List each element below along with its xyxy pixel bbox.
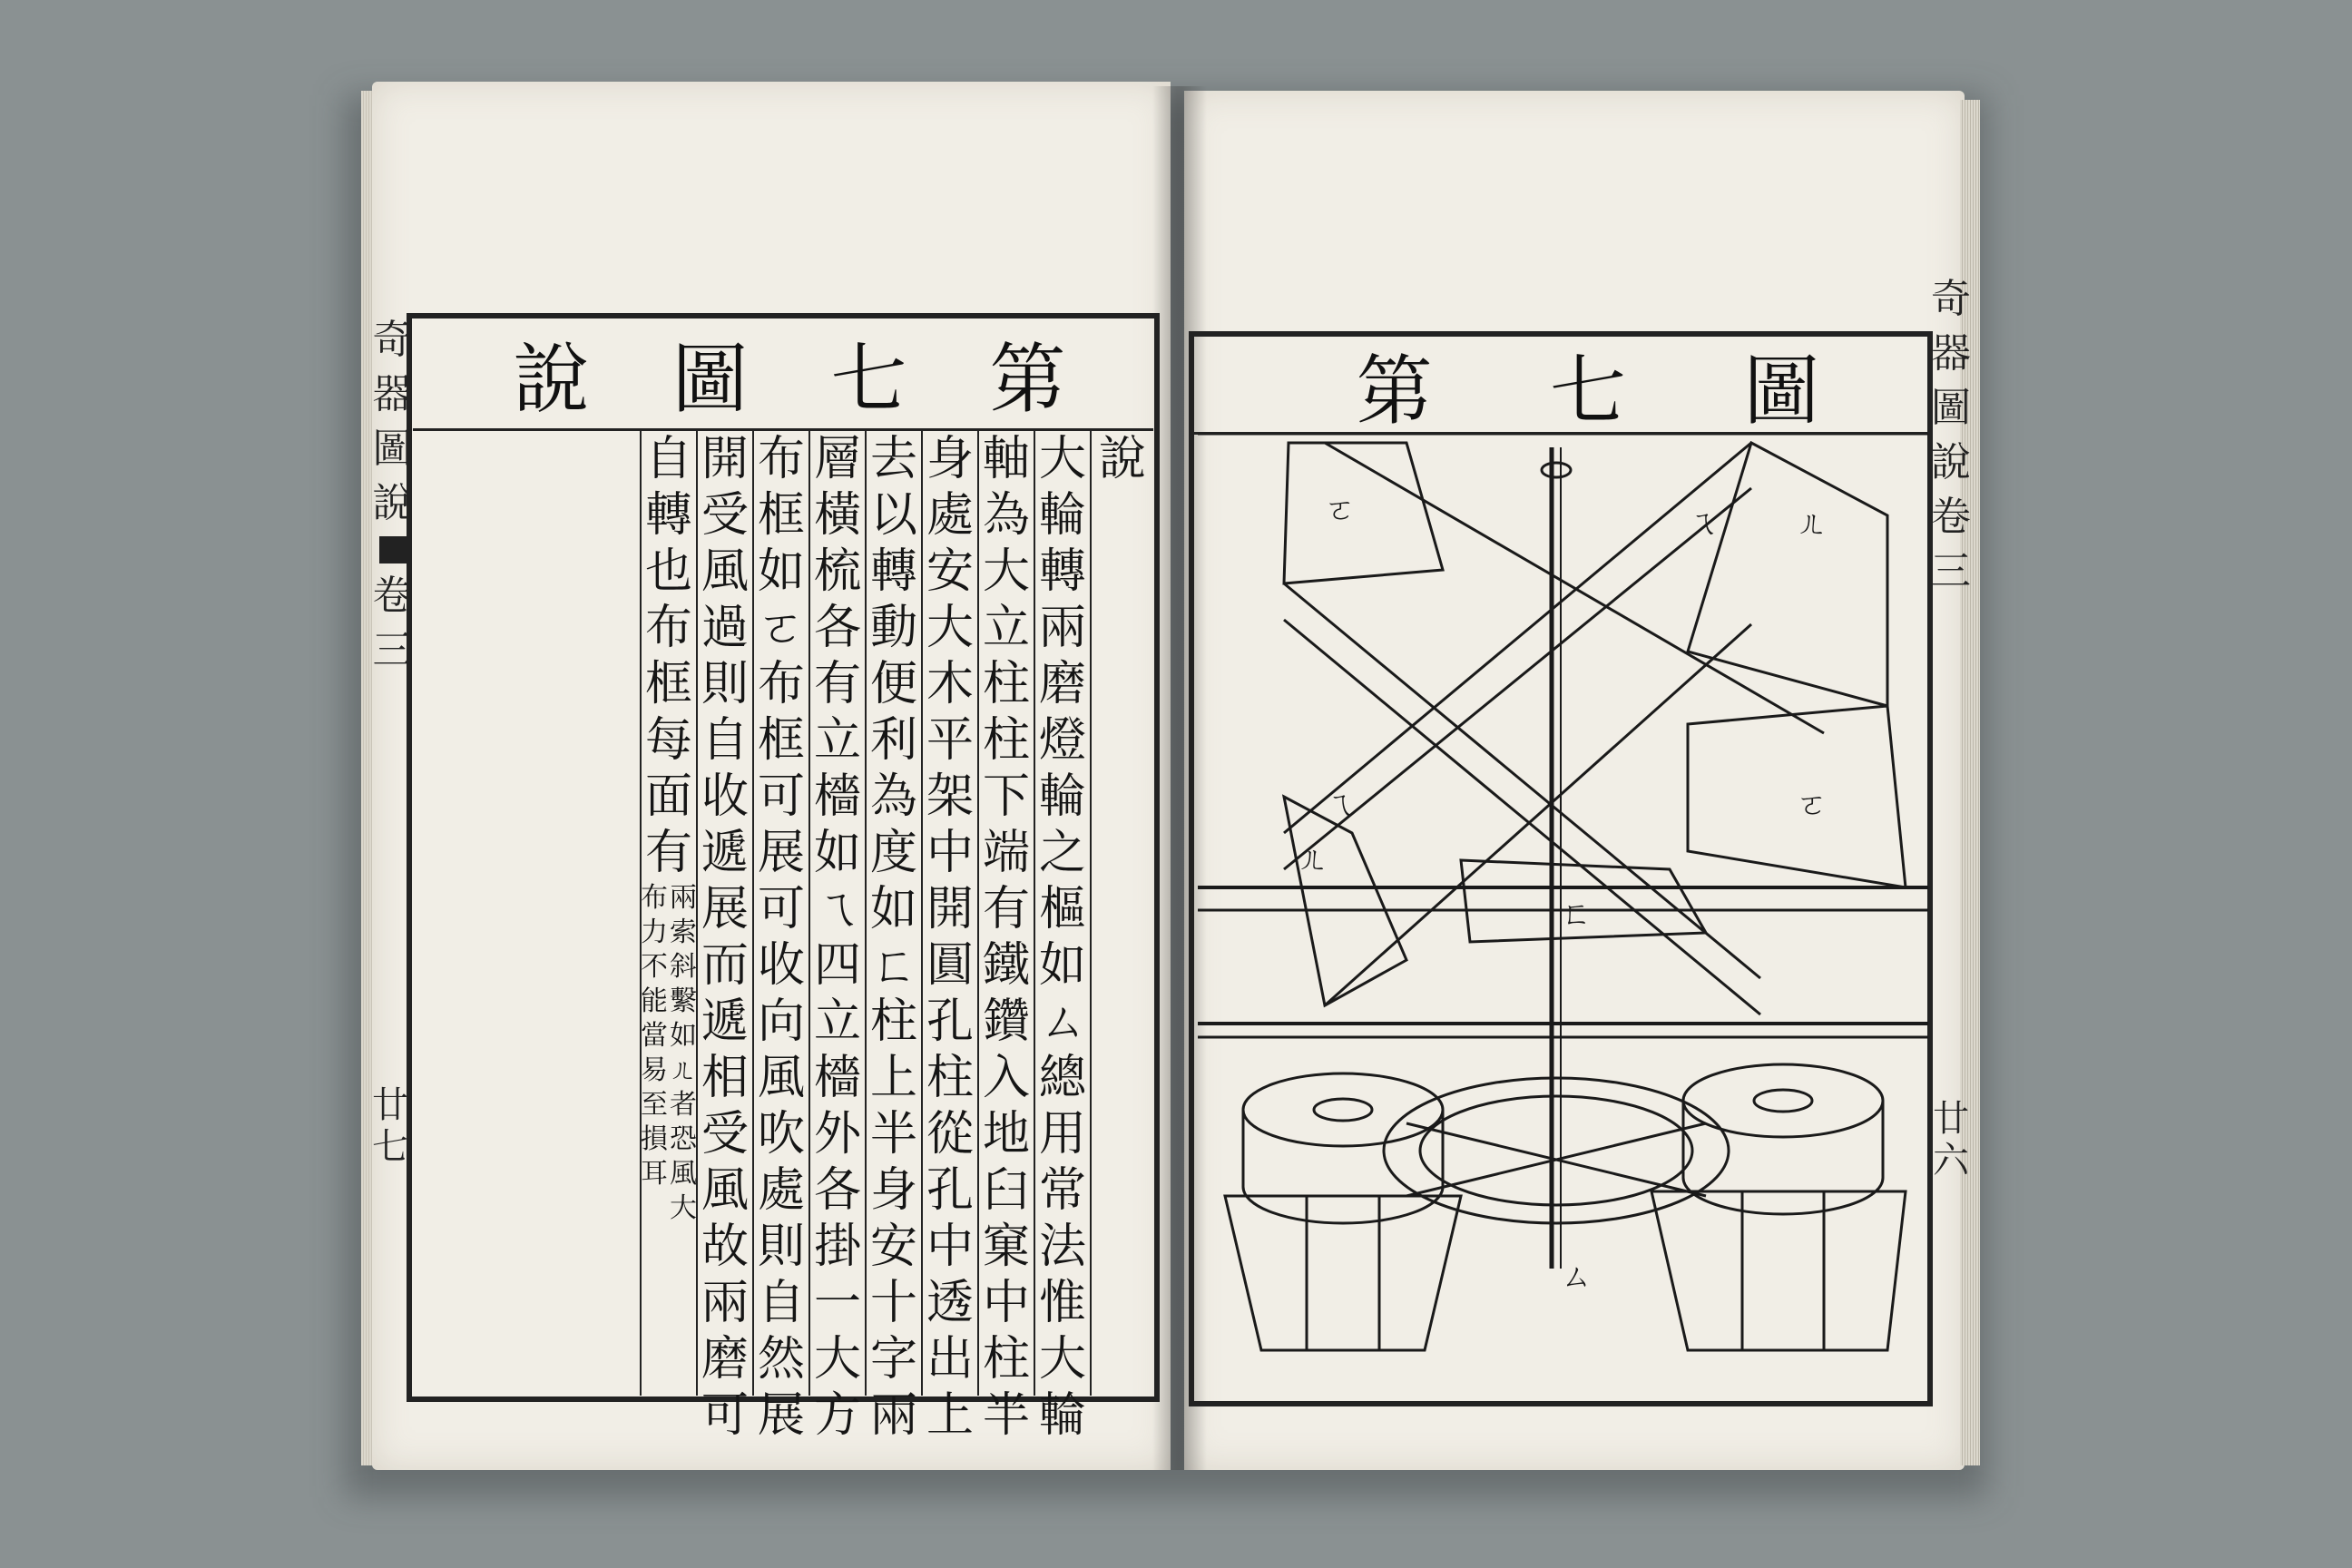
glyph: 樞 [1038, 882, 1086, 936]
glyph: 橫 [813, 488, 861, 543]
glyph: 鑽 [982, 995, 1030, 1049]
glyph: 框 [644, 657, 692, 711]
glyph: 如 [757, 544, 805, 599]
margin-char: 說 [372, 480, 413, 526]
millstone-right-body [1683, 1101, 1883, 1214]
glyph: 有 [813, 657, 861, 711]
glyph: 自 [757, 1276, 805, 1330]
glyph: 收 [701, 769, 749, 824]
glyph: 可 [701, 1388, 749, 1443]
glyph: 輪 [1038, 769, 1086, 824]
glyph: 去 [869, 432, 917, 486]
glyph: 度 [869, 826, 917, 880]
label-sail-right-upper: ㄦ [1797, 505, 1828, 542]
text-column [921, 431, 977, 1443]
glyph: 大 [926, 601, 974, 655]
label-base: ㄙ [1561, 1259, 1592, 1295]
glyph: 以 [869, 488, 917, 543]
title-char: 圖 [1743, 347, 1820, 436]
glyph: 便 [869, 657, 917, 711]
glyph: 處 [757, 1163, 805, 1218]
glyph: 鐵 [982, 938, 1030, 993]
glyph: 者 [670, 1089, 697, 1121]
millstone-right-hole [1754, 1090, 1812, 1112]
glyph: 大 [670, 1192, 697, 1224]
glyph: 安 [926, 544, 974, 599]
glyph: 大 [982, 544, 1030, 599]
glyph: 平 [926, 713, 974, 768]
glyph: 受 [701, 488, 749, 543]
glyph: 各 [813, 1163, 861, 1218]
glyph: 也 [644, 544, 692, 599]
glyph: ㄙ [1038, 995, 1086, 1049]
glyph: 輪 [1038, 1388, 1086, 1443]
glyph: 有 [644, 826, 692, 880]
margin-char: 奇 [1931, 276, 1971, 322]
glyph: 兩 [869, 1388, 917, 1443]
column-text [983, 431, 1030, 1444]
glyph: 半 [982, 1388, 1030, 1443]
glyph: 架 [926, 769, 974, 824]
glyph: 安 [869, 1220, 917, 1274]
glyph: 大 [813, 1332, 861, 1387]
title-char: 第 [1356, 347, 1433, 436]
glyph: 風 [701, 544, 749, 599]
glyph: 法 [1038, 1220, 1086, 1274]
glyph: 上 [926, 1388, 974, 1443]
fishtail-mark [379, 536, 407, 564]
glyph: 框 [757, 488, 805, 543]
glyph: ㄈ [869, 938, 917, 993]
text-column [977, 431, 1034, 1443]
glyph: 利 [869, 713, 917, 768]
glyph: 故 [701, 1220, 749, 1274]
glyph: 框 [757, 713, 805, 768]
text-column [808, 431, 865, 1443]
left-text-columns [413, 431, 1153, 1443]
glyph: 繫 [670, 985, 697, 1017]
note-text [641, 881, 668, 1226]
note-pair [641, 881, 697, 1226]
millstone-left-hole [1314, 1099, 1372, 1121]
text-column [752, 431, 808, 1443]
glyph: 軸 [982, 432, 1030, 486]
glyph: 如 [1038, 938, 1086, 993]
glyph: 四 [813, 938, 861, 993]
column-text [645, 431, 692, 881]
glyph: 兩 [1038, 601, 1086, 655]
glyph: 身 [926, 432, 974, 486]
sail-frame-right-upper [1688, 443, 1887, 706]
glyph: 布 [757, 657, 805, 711]
glyph: 大 [1038, 1332, 1086, 1387]
glyph: 用 [1038, 1107, 1086, 1161]
right-page-title [1298, 338, 1878, 436]
glyph: 一 [813, 1276, 861, 1330]
glyph: 至 [641, 1089, 668, 1121]
right-margin-title [1933, 272, 1969, 1406]
glyph: ㄟ [813, 882, 861, 936]
glyph: 恐 [670, 1123, 697, 1155]
glyph: 之 [1038, 826, 1086, 880]
glyph: 窠 [982, 1220, 1030, 1274]
glyph: 有 [982, 882, 1030, 936]
margin-char: 圖 [1931, 385, 1971, 431]
column-text [926, 431, 974, 1444]
glyph: 動 [869, 601, 917, 655]
glyph: 中 [982, 1276, 1030, 1330]
glyph: 相 [701, 1051, 749, 1105]
glyph: 字 [869, 1332, 917, 1387]
column-text [870, 431, 917, 1444]
label-sail-left-top: ㄟ [1325, 787, 1356, 823]
glyph: 為 [869, 769, 917, 824]
title-char: 七 [1549, 347, 1626, 436]
glyph: 圓 [926, 938, 974, 993]
glyph: 常 [1038, 1163, 1086, 1218]
left-page-title [472, 323, 1107, 423]
glyph: 磨 [1038, 657, 1086, 711]
label-sail-left-lower: ㄦ [1298, 841, 1328, 877]
windmill-illustration [1198, 434, 1928, 1400]
glyph: 兩 [670, 882, 697, 914]
margin-char: 三 [372, 627, 413, 673]
glyph: ㄦ [670, 1054, 697, 1086]
glyph: 吹 [757, 1107, 805, 1161]
glyph: 耳 [641, 1158, 668, 1190]
glyph: 上 [869, 1051, 917, 1105]
margin-char: 器 [1931, 330, 1971, 377]
glyph: 收 [757, 938, 805, 993]
margin-char: 奇 [372, 317, 413, 363]
glyph: 布 [757, 432, 805, 486]
margin-char: 卷 [372, 573, 413, 619]
glyph: 索 [670, 916, 697, 948]
column-text [701, 431, 749, 1444]
glyph: 風 [701, 1163, 749, 1218]
glyph: 為 [982, 488, 1030, 543]
glyph: 磨 [701, 1332, 749, 1387]
glyph: 透 [926, 1276, 974, 1330]
glyph: 展 [701, 882, 749, 936]
glyph: 如 [670, 1020, 697, 1052]
glyph: 層 [813, 432, 861, 486]
glyph: 損 [641, 1123, 668, 1155]
glyph: 而 [701, 938, 749, 993]
glyph: 各 [813, 601, 861, 655]
glyph: 受 [701, 1107, 749, 1161]
glyph: 兩 [701, 1276, 749, 1330]
millstone-right-top [1683, 1064, 1883, 1137]
glyph: 面 [644, 769, 692, 824]
column-text [1039, 431, 1086, 1444]
glyph: 半 [869, 1107, 917, 1161]
glyph: 總 [1038, 1051, 1086, 1105]
glyph: 地 [982, 1107, 1030, 1161]
glyph: 易 [641, 1054, 668, 1086]
glyph: 如 [813, 826, 861, 880]
glyph: 斜 [670, 951, 697, 983]
column-text [758, 431, 805, 1444]
glyph: 力 [641, 916, 668, 948]
title-char: 圖 [671, 334, 749, 424]
glyph: 過 [701, 601, 749, 655]
column-text [814, 431, 861, 1444]
glyph: 孔 [926, 1163, 974, 1218]
text-column-with-note [640, 431, 696, 1396]
glyph: 柱 [982, 713, 1030, 768]
label-char: 說 [1098, 432, 1146, 486]
glyph: 自 [644, 432, 692, 486]
glyph: 立 [813, 995, 861, 1049]
millstone-left-body [1243, 1110, 1443, 1223]
gear-wheel-inner [1420, 1096, 1692, 1205]
glyph: 當 [641, 1020, 668, 1052]
title-char: 七 [830, 334, 907, 424]
glyph: 檣 [813, 769, 861, 824]
stand-left [1225, 1196, 1461, 1350]
glyph: 輪 [1038, 488, 1086, 543]
glyph: 然 [757, 1332, 805, 1387]
glyph: 開 [701, 432, 749, 486]
glyph: 立 [813, 713, 861, 768]
glyph: 風 [757, 1051, 805, 1105]
right-folio: 廿六 [1933, 1098, 1969, 1181]
glyph: 柱 [926, 1051, 974, 1105]
title-char: 說 [513, 334, 590, 424]
sail-frame-left-lower [1284, 797, 1406, 1005]
glyph: 立 [982, 601, 1030, 655]
glyph: 柱 [869, 995, 917, 1049]
glyph: 則 [757, 1220, 805, 1274]
glyph: ㄛ [757, 601, 805, 655]
glyph: 惟 [1038, 1276, 1086, 1330]
glyph: 孔 [926, 995, 974, 1049]
text-column [1034, 431, 1090, 1443]
glyph: 展 [757, 1388, 805, 1443]
glyph: 向 [757, 995, 805, 1049]
glyph: 則 [701, 657, 749, 711]
glyph: 臼 [982, 1163, 1030, 1218]
arm [1325, 443, 1824, 733]
glyph: 如 [869, 882, 917, 936]
glyph: 從 [926, 1107, 974, 1161]
glyph: 外 [813, 1107, 861, 1161]
glyph: 檣 [813, 1051, 861, 1105]
mast-collar [1542, 463, 1571, 477]
glyph: 轉 [644, 488, 692, 543]
glyph: 每 [644, 713, 692, 768]
glyph: 自 [701, 713, 749, 768]
glyph: 身 [869, 1163, 917, 1218]
margin-char: 卷 [1931, 494, 1971, 540]
glyph: 掛 [813, 1220, 861, 1274]
note-text [670, 881, 697, 1226]
glyph: 處 [926, 488, 974, 543]
text-column [696, 431, 752, 1443]
glyph: 木 [926, 657, 974, 711]
label-platform: ㄈ [1561, 896, 1592, 932]
label-sail-top-left: ㄛ [1325, 492, 1356, 528]
glyph: 中 [926, 1220, 974, 1274]
glyph: 十 [869, 1276, 917, 1330]
margin-char: 三 [1931, 548, 1971, 594]
glyph: 布 [641, 882, 668, 914]
glyph: 可 [757, 769, 805, 824]
glyph: 中 [926, 826, 974, 880]
title-char: 第 [989, 334, 1066, 424]
glyph: 能 [641, 985, 668, 1017]
glyph: 端 [982, 826, 1030, 880]
label-column [1090, 431, 1153, 1396]
label-mast-mark: ㄟ [1688, 505, 1719, 542]
glyph: 梳 [813, 544, 861, 599]
glyph: 出 [926, 1332, 974, 1387]
glyph: 下 [982, 769, 1030, 824]
glyph: 轉 [869, 544, 917, 599]
label-sail-right-lower: ㄛ [1797, 787, 1828, 823]
glyph: 遞 [701, 826, 749, 880]
glyph: 布 [644, 601, 692, 655]
glyph: 柱 [982, 657, 1030, 711]
margin-char: 器 [372, 371, 413, 417]
glyph: 開 [926, 882, 974, 936]
glyph: 燈 [1038, 713, 1086, 768]
glyph: 展 [757, 826, 805, 880]
margin-char: 說 [1931, 439, 1971, 485]
text-column [865, 431, 921, 1443]
glyph: 遞 [701, 995, 749, 1049]
glyph: 方 [813, 1388, 861, 1443]
glyph: 風 [670, 1158, 697, 1190]
glyph: 不 [641, 951, 668, 983]
glyph: 大 [1038, 432, 1086, 486]
glyph: 轉 [1038, 544, 1086, 599]
glyph: 入 [982, 1051, 1030, 1105]
margin-char: 圖 [372, 426, 413, 472]
left-folio: 廿七 [372, 1084, 408, 1168]
glyph: 可 [757, 882, 805, 936]
glyph: 柱 [982, 1332, 1030, 1387]
